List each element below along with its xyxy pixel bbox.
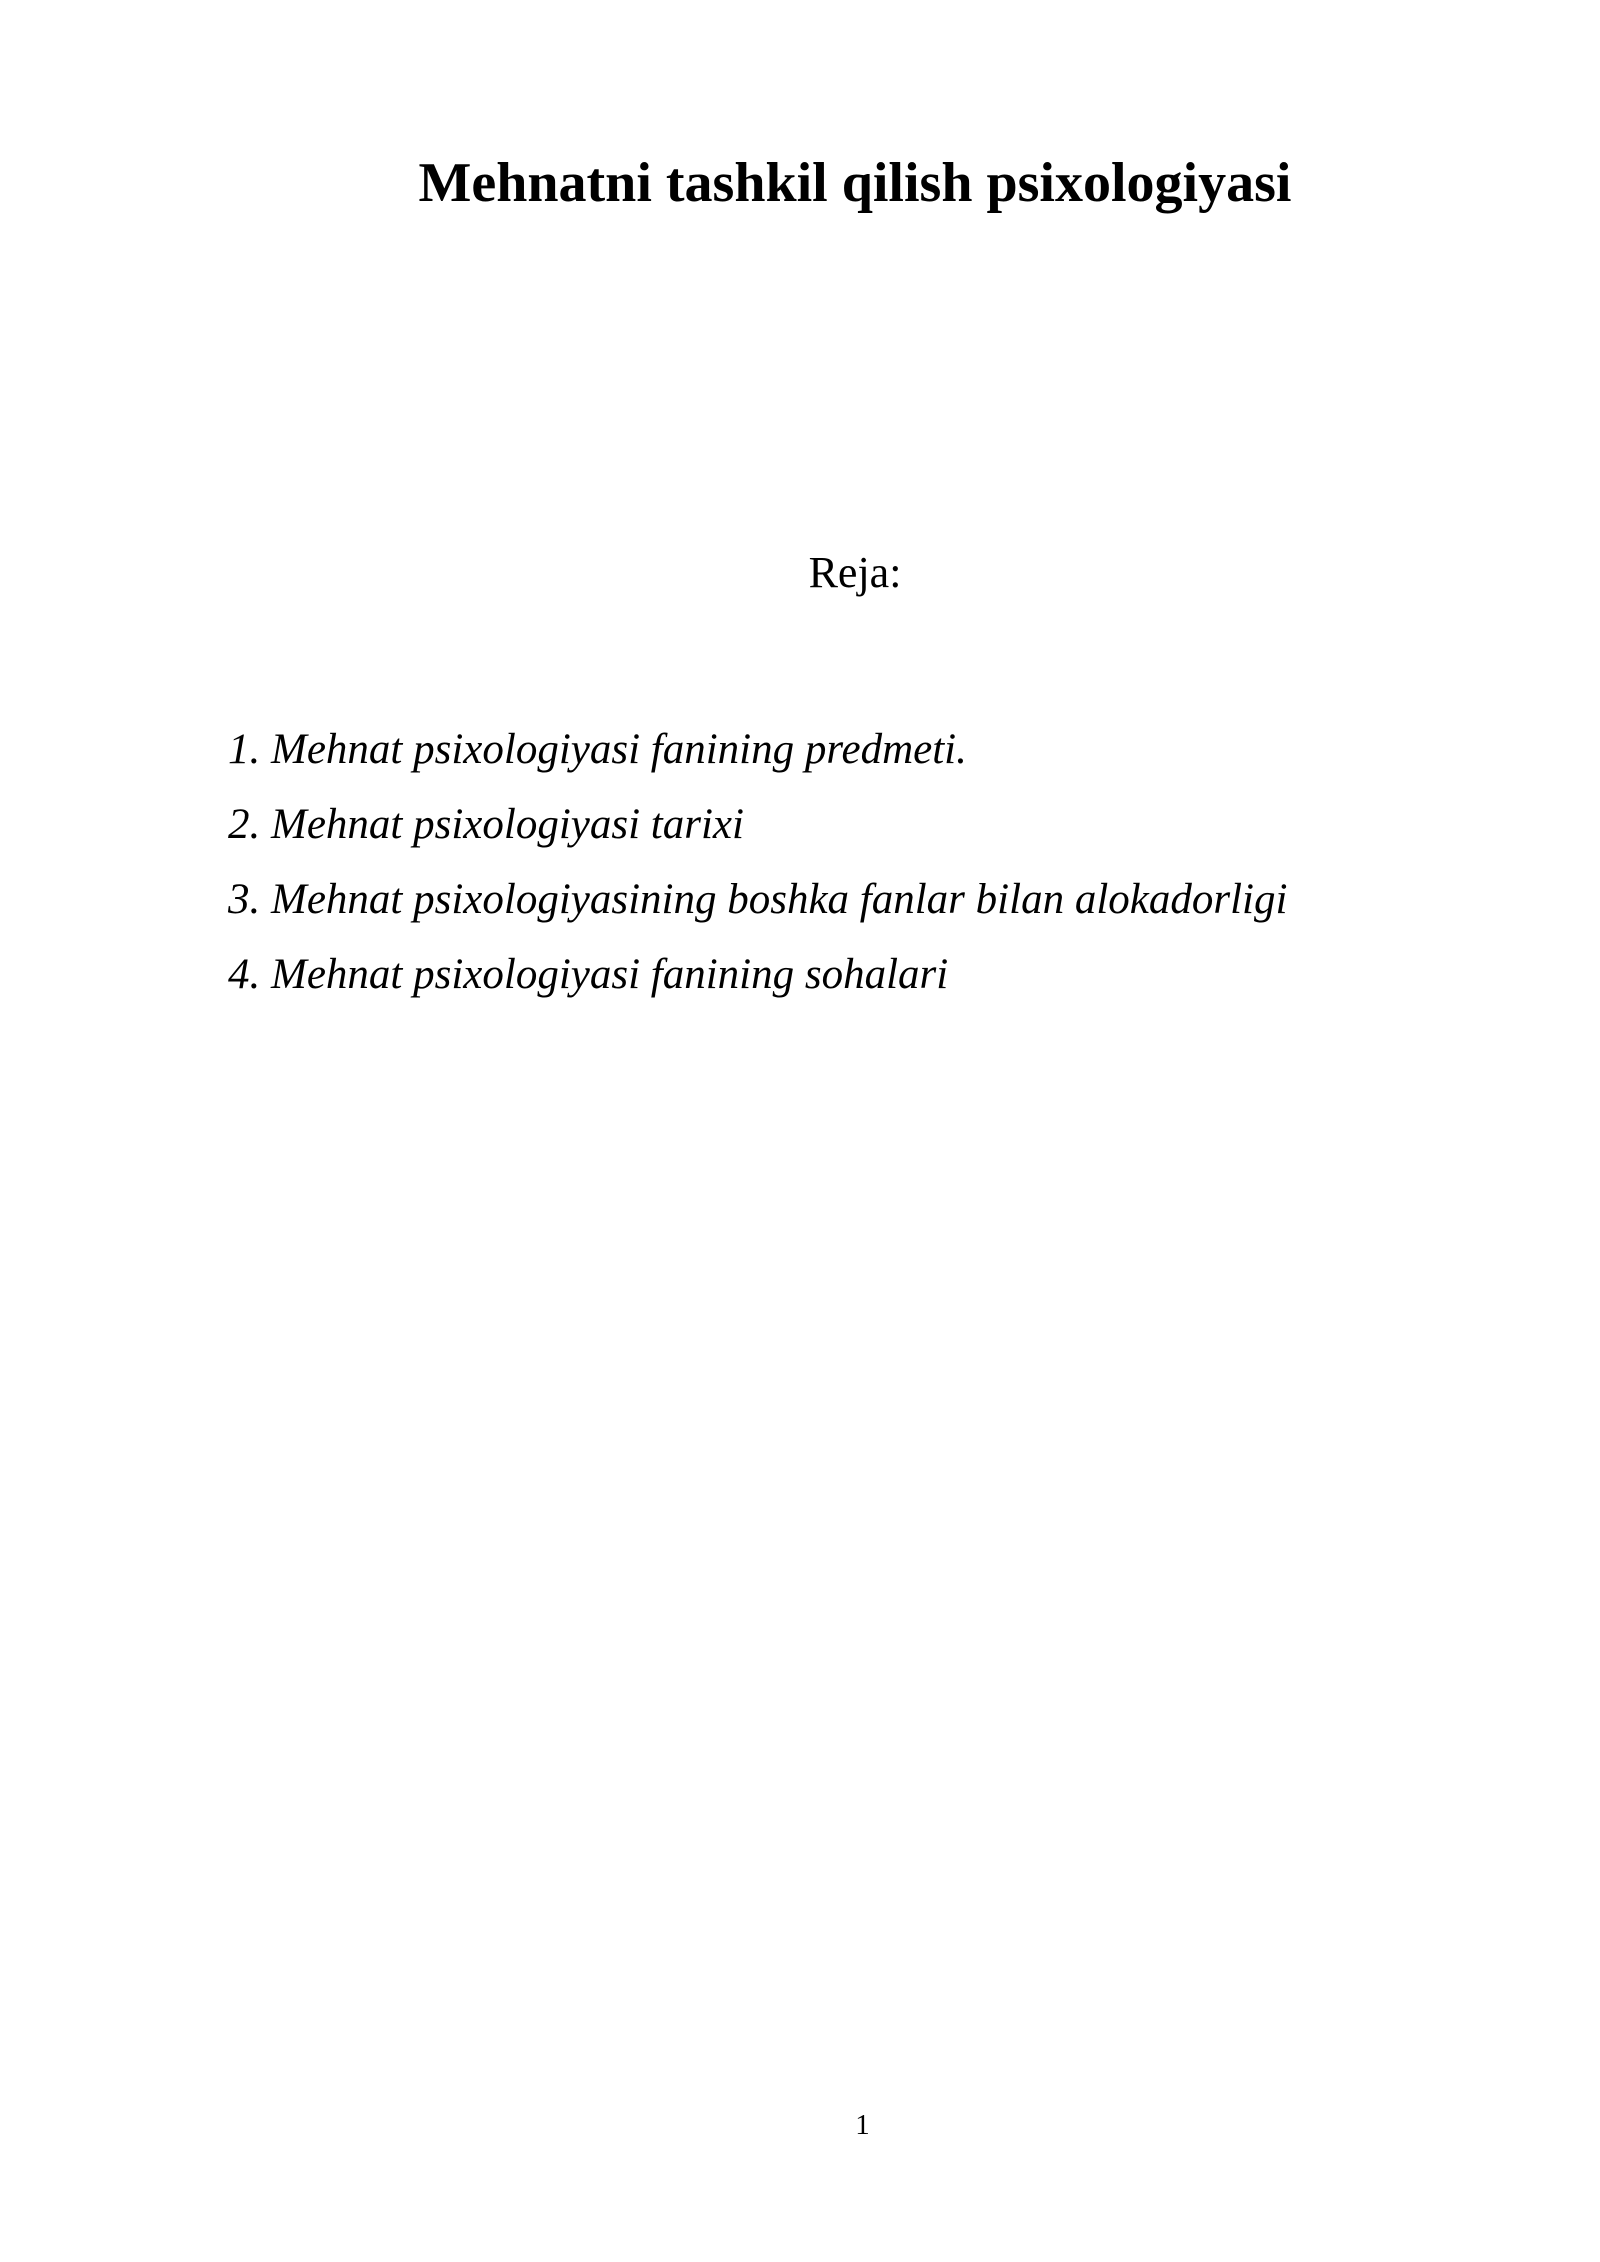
plan-item: 2. Mehnat psixologiyasi tarixi (228, 801, 744, 848)
plan-item: 3. Mehnat psixologiyasining boshka fanlar bilan alokadorligi (228, 876, 1288, 923)
page-number: 1 (855, 2109, 870, 2141)
plan-item: 1. Mehnat psixologiyasi fanining predmeti. (228, 726, 967, 773)
plan-heading: Reja: (808, 548, 902, 597)
plan-list (228, 712, 1478, 1012)
plan-item: 4. Mehnat psixologiyasi fanining sohalari (228, 951, 949, 998)
document-title: Mehnatni tashkil qilish psixologiyasi (418, 152, 1292, 214)
